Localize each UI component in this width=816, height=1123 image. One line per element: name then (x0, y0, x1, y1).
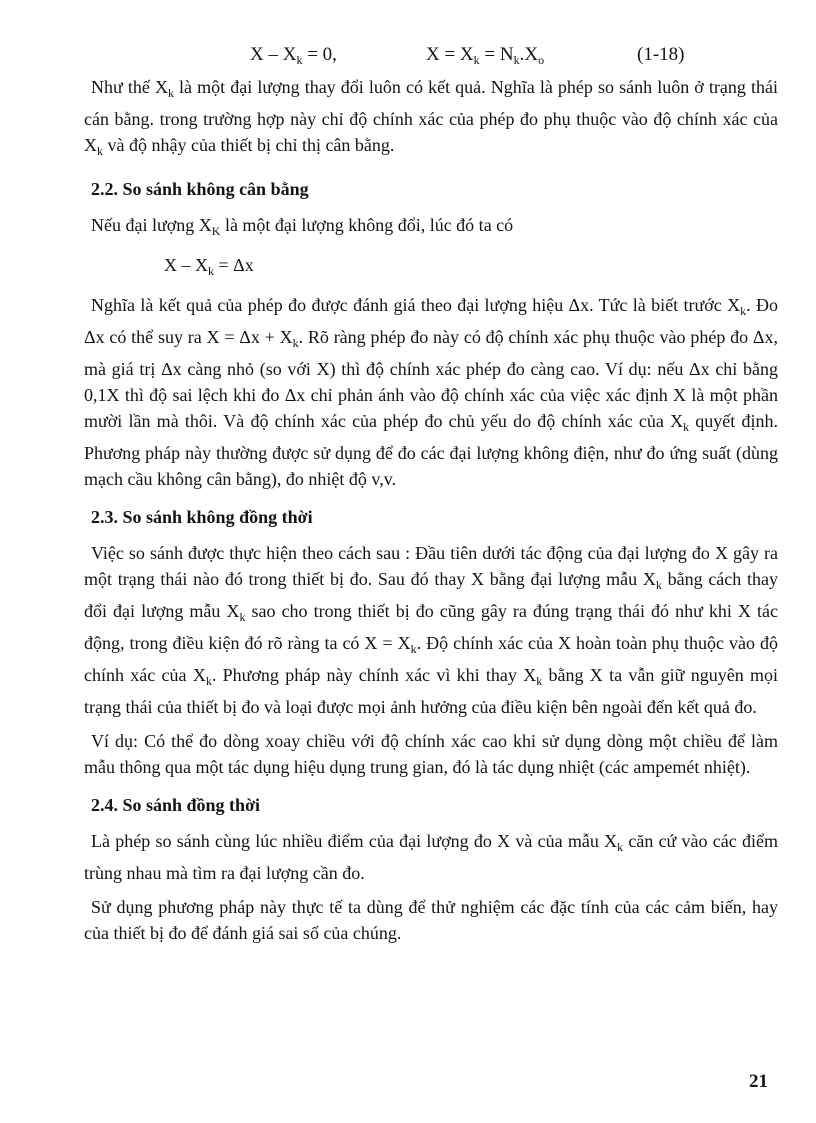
text-run: . Phương pháp này chính xác vì khi thay X (211, 665, 537, 685)
subscript: k (292, 336, 299, 350)
body-text (84, 74, 778, 954)
equation-right (426, 44, 544, 68)
subscript: K (211, 224, 221, 238)
subscript: k (617, 840, 624, 854)
paragraph-2-2-intro (84, 212, 778, 244)
equation-left (250, 44, 337, 68)
equation-delta-x (84, 252, 778, 284)
text-run: bằng X ta vẫn giữ nguyên mọi trạng thái của thiết bị đo và loại được mọi ảnh hưởng của điều kiện bên ngoài đến kết quả đo. (84, 665, 778, 717)
text-run: Nếu đại lượng X (91, 215, 212, 235)
subscript: k (655, 578, 662, 592)
paragraph-2-3-body (84, 540, 778, 720)
text-run: Như thế X (91, 77, 168, 97)
text-run: là một đại lượng không đổi, lúc đó ta có (220, 215, 514, 235)
subscript: k (205, 674, 212, 688)
subscript: k (683, 420, 690, 434)
eq-right-text: X = X (426, 44, 474, 65)
text-run: quyết định. Phương pháp này thường được sử dụng để đo các đại lượng không điện, như đo ứng suất (dùng mạch cầu không cân bằng), đo nhiệt độ v,v. (84, 411, 778, 489)
eq-left-tail: = 0, (302, 44, 337, 65)
eq-right-sub3: o (538, 53, 545, 67)
text-run: Việc so sánh được thực hiện theo cách sau : Đầu tiên dưới tác động của đại lượng đo X gây ra một trạng thái nào đó trong thiết bị đo. Sau đó thay X bằng đại lượng mẫu X (84, 543, 778, 589)
eq-left-text: X – X (250, 44, 297, 65)
paragraph-2-2-body (84, 292, 778, 492)
paragraph-2-4-usage: Sử dụng phương pháp này thực tế ta dùng để thử nghiệm các đặc tính của các cảm biến, hay của thiết bị đo để đánh giá sai số của chúng. (84, 897, 778, 943)
text-run: . Rõ ràng phép đo này có độ chính xác phụ thuộc vào phép đo Δx, mà giá trị Δx càng nhỏ (so với X) thì độ chính xác phép đo càng cao. Ví dụ: nếu Δx chỉ bằng 0,1X thì độ sai lệch khi đo Δx chỉ phản ánh vào độ chính xác của việc xác định X là một phần mười lần mà thôi. Và độ chính xác của phép đo chủ yếu do độ chính xác của X (84, 327, 778, 431)
subscript: k (536, 674, 543, 688)
eq-right-mid2: .X (519, 44, 539, 65)
text-run: . Đo Δx có thể suy ra X = Δx + X (84, 295, 778, 347)
subscript: k (97, 144, 103, 158)
subscript: k (167, 86, 174, 100)
text-run: là một đại lượng thay đổi luôn có kết quả. Nghĩa là phép so sánh luôn ở trạng thái cán bằng. trong trường hợp này chỉ độ chính xác của phép đo phụ thuộc vào độ chính xác của X (84, 77, 779, 155)
section-heading-2-2: 2.2. So sánh không cân bằng (91, 179, 309, 199)
text-run: và độ nhậy của thiết bị chỉ thị cân bằng. (103, 135, 395, 155)
section-heading-2-3: 2.3. So sánh không đồng thời (91, 507, 313, 527)
section-heading-2-4: 2.4. So sánh đồng thời (91, 795, 261, 815)
text-run: Là phép so sánh cùng lúc nhiều điểm của đại lượng đo X và của mẫu X (91, 831, 618, 851)
text-run: = Δx (214, 255, 254, 275)
subscript: k (208, 264, 214, 278)
subscript: k (410, 642, 417, 656)
text-run: bằng cách thay đổi đại lượng mẫu X (84, 569, 778, 621)
text-run: Nghĩa là kết quả của phép đo được đánh giá theo đại lượng hiệu Δx. Tức là biết trước X (91, 295, 741, 315)
equation-label: (1-18) (637, 44, 685, 65)
eq-left-sub: k (296, 53, 303, 67)
subscript: k (740, 304, 747, 318)
eq-right-mid: = N (479, 44, 514, 65)
paragraph-2-4-body (84, 828, 778, 886)
subscript: k (239, 610, 246, 624)
text-run: . Độ chính xác của X hoàn toàn phụ thuộc vào độ chính xác của X (84, 633, 778, 685)
paragraph-2-3-example: Ví dụ: Có thể đo dòng xoay chiều với độ chính xác cao khi sử dụng dòng một chiều để làm mẫu thông qua một tác dụng hiệu dụng trung gian, đó là tác dụng nhiệt (các ampemét nhiệt). (84, 731, 778, 777)
eq-right-sub2: k (513, 53, 520, 67)
page-number: 21 (749, 1071, 768, 1092)
paragraph-intro (84, 74, 778, 164)
text-run: sao cho trong thiết bị đo cũng gây ra đúng trạng thái đó như khi X tác động, trong điều kiện đó rõ ràng ta có X = X (84, 601, 778, 653)
eq-right-sub1: k (473, 53, 480, 67)
text-run: X – X (164, 255, 208, 275)
text-run: căn cứ vào các điểm trùng nhau mà tìm ra đại lượng cần đo. (84, 831, 779, 883)
